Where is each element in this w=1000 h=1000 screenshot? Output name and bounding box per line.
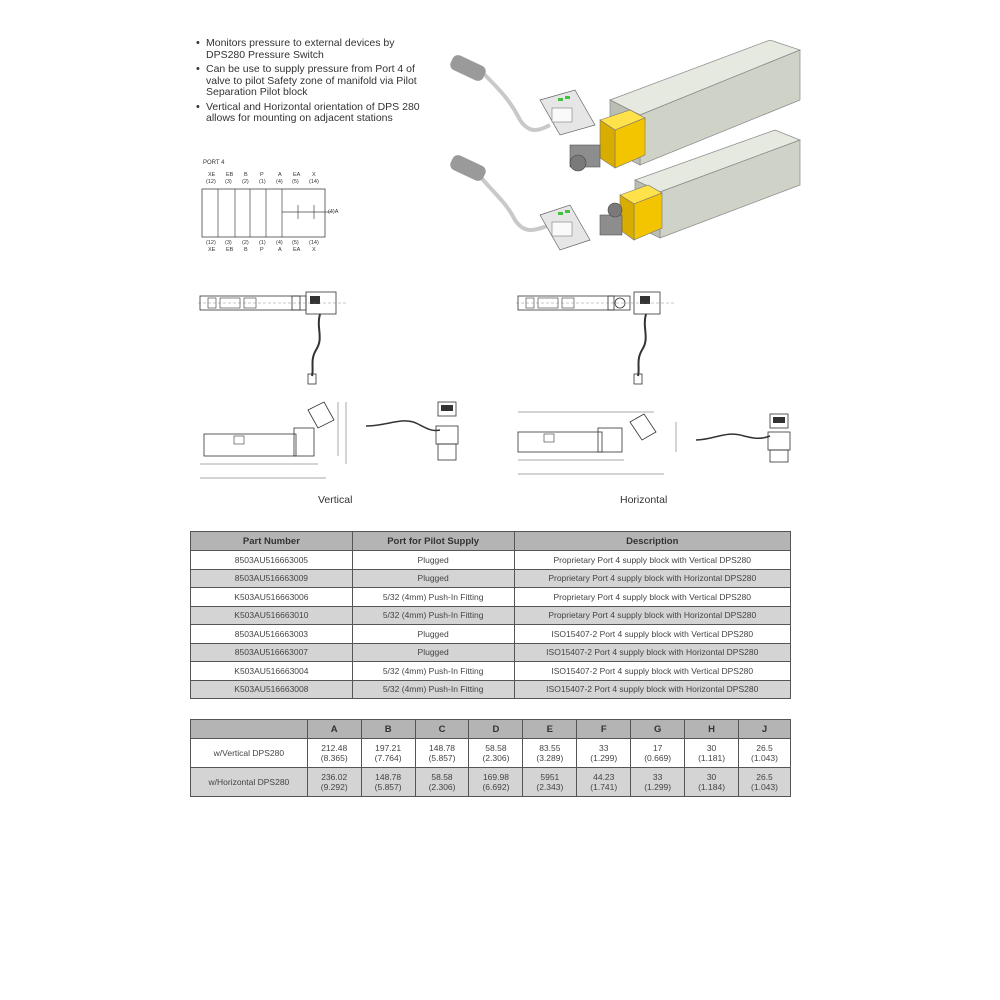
dimension-cell — [577, 739, 631, 768]
dimension-in: (6.692) — [482, 782, 510, 792]
part-number-cell: K503AU516663004 — [191, 662, 353, 681]
dimension-cell — [739, 739, 791, 768]
dimension-cell — [415, 768, 469, 797]
pilot-supply-cell: 5/32 (4mm) Push-In Fitting — [352, 588, 514, 607]
dimension-mm: 44.23 — [593, 772, 615, 782]
port-number: (14) — [309, 179, 319, 185]
description-cell: ISO15407-2 Port 4 supply block with Vertical DPS280 — [514, 625, 791, 644]
dimension-in: (2.343) — [536, 782, 564, 792]
table-row — [191, 625, 791, 644]
dimension-mm: 197.21 — [375, 743, 402, 753]
column-header: B — [361, 720, 415, 739]
dimension-cell — [523, 739, 577, 768]
column-header: G — [631, 720, 685, 739]
column-header: Description — [514, 532, 791, 551]
dimension-cell — [523, 768, 577, 797]
top-view-drawing-horizontal — [516, 288, 676, 388]
product-illustration — [440, 40, 810, 270]
port-label: EA — [293, 247, 301, 253]
part-number-cell: 8503AU516663005 — [191, 551, 353, 570]
dimension-in: (1.741) — [590, 782, 618, 792]
top-view-drawing-vertical — [198, 288, 348, 388]
dimension-in: (5.857) — [428, 753, 456, 763]
dimension-mm: 30 — [706, 772, 717, 782]
port-number: (3) — [225, 179, 232, 185]
pilot-supply-cell: 5/32 (4mm) Push-In Fitting — [352, 606, 514, 625]
dimension-in: (1.181) — [698, 753, 726, 763]
description-cell: Proprietary Port 4 supply block with Vertical DPS280 — [514, 551, 791, 570]
port-label: P — [260, 247, 264, 253]
dimension-mm: 58.58 — [431, 772, 453, 782]
port-number: (1) — [259, 240, 266, 246]
port-label: EB — [226, 247, 234, 253]
table-row — [191, 569, 791, 588]
port-label: EA — [293, 172, 301, 178]
pilot-supply-cell: Plugged — [352, 569, 514, 588]
dimension-mm: 169.98 — [482, 772, 509, 782]
dimension-cell — [307, 739, 361, 768]
port-label: A — [278, 247, 282, 253]
port-number: (5) — [292, 179, 299, 185]
empty-header-cell — [191, 720, 308, 739]
dimension-cell — [469, 768, 523, 797]
port-label: X — [312, 172, 316, 178]
column-header: E — [523, 720, 577, 739]
table-row — [191, 739, 791, 768]
dimension-mm: 26.5 — [756, 772, 773, 782]
dimension-cell — [361, 739, 415, 768]
part-number-cell: K503AU516663006 — [191, 588, 353, 607]
description-cell: ISO15407-2 Port 4 supply block with Horizontal DPS280 — [514, 643, 791, 662]
dimension-in: (0.669) — [644, 753, 672, 763]
dimension-cell — [631, 768, 685, 797]
port-label: B — [244, 172, 248, 178]
dimension-cell — [739, 768, 791, 797]
feature-list — [196, 38, 436, 128]
dimension-mm: 148.78 — [375, 772, 402, 782]
column-header: J — [739, 720, 791, 739]
feature-item: • Vertical and Horizontal orientation of DPS 280 allows for mounting on adjacent stations — [196, 102, 436, 125]
parts-table — [190, 531, 791, 699]
part-number-cell: K503AU516663010 — [191, 606, 353, 625]
port-label: XE — [208, 247, 216, 253]
dimension-cell — [469, 739, 523, 768]
port-label: X — [312, 247, 316, 253]
dimension-cell — [631, 739, 685, 768]
dimension-mm: 30 — [706, 743, 717, 753]
pilot-supply-cell: 5/32 (4mm) Push-In Fitting — [352, 680, 514, 699]
port-number: (14) — [309, 240, 319, 246]
port-label: EB — [226, 172, 234, 178]
port-number: (2) — [242, 179, 249, 185]
dimension-cell — [685, 739, 739, 768]
port-number: (12) — [206, 240, 216, 246]
table-row — [191, 662, 791, 681]
port-number: (4) — [276, 179, 283, 185]
feature-item: • Can be use to supply pressure from Port 4 of valve to pilot Safety zone of manifold via Pilot Separation Pilot block — [196, 64, 436, 99]
schematic-title: PORT 4 — [203, 160, 225, 166]
port-label: B — [244, 247, 248, 253]
column-header: Port for Pilot Supply — [352, 532, 514, 551]
dimensions-table-header — [191, 720, 791, 739]
dimension-mm: 33 — [652, 772, 663, 782]
dimension-in: (9.292) — [320, 782, 348, 792]
column-header: D — [469, 720, 523, 739]
pilot-supply-cell: Plugged — [352, 625, 514, 644]
port-number: (5) — [292, 240, 299, 246]
part-number-cell: 8503AU516663009 — [191, 569, 353, 588]
column-header: H — [685, 720, 739, 739]
dimension-cell — [361, 768, 415, 797]
column-header: A — [307, 720, 361, 739]
table-row — [191, 588, 791, 607]
pilot-supply-cell: Plugged — [352, 643, 514, 662]
pilot-supply-cell: Plugged — [352, 551, 514, 570]
port-number: (12) — [206, 179, 216, 185]
dimension-mm: 26.5 — [756, 743, 773, 753]
table-row — [191, 606, 791, 625]
side-port-label: (4)A — [328, 209, 339, 215]
table-row — [191, 551, 791, 570]
dimensions-table — [190, 719, 791, 797]
part-number-cell: K503AU516663008 — [191, 680, 353, 699]
dimension-in: (2.306) — [428, 782, 456, 792]
dimension-mm: 83.55 — [539, 743, 561, 753]
dimension-in: (1.184) — [698, 782, 726, 792]
caption-horizontal: Horizontal — [620, 494, 668, 506]
port-number: (1) — [259, 179, 266, 185]
dimension-in: (5.857) — [374, 782, 402, 792]
description-cell: Proprietary Port 4 supply block with Horizontal DPS280 — [514, 606, 791, 625]
dimension-in: (7.764) — [374, 753, 402, 763]
port-number: (3) — [225, 240, 232, 246]
dimension-mm: 236.02 — [321, 772, 348, 782]
pneumatic-schematic — [200, 172, 350, 262]
dimension-cell — [415, 739, 469, 768]
dimension-cell — [685, 768, 739, 797]
port-label: A — [278, 172, 282, 178]
part-number-cell: 8503AU516663007 — [191, 643, 353, 662]
side-view-drawing-vertical — [198, 398, 478, 488]
description-cell: Proprietary Port 4 supply block with Vertical DPS280 — [514, 588, 791, 607]
description-cell: ISO15407-2 Port 4 supply block with Vertical DPS280 — [514, 662, 791, 681]
dimension-in: (1.299) — [644, 782, 672, 792]
caption-vertical: Vertical — [318, 494, 353, 506]
dimension-in: (1.299) — [590, 753, 618, 763]
dimension-mm: 148.78 — [429, 743, 456, 753]
dimension-in: (2.306) — [482, 753, 510, 763]
table-row — [191, 643, 791, 662]
pilot-supply-cell: 5/32 (4mm) Push-In Fitting — [352, 662, 514, 681]
dimension-mm: 33 — [599, 743, 609, 753]
dimension-in: (1.043) — [751, 782, 778, 792]
row-label: w/Vertical DPS280 — [191, 739, 308, 768]
dimension-mm: 58.58 — [485, 743, 507, 753]
part-number-cell: 8503AU516663003 — [191, 625, 353, 644]
description-cell: ISO15407-2 Port 4 supply block with Horizontal DPS280 — [514, 680, 791, 699]
table-row — [191, 768, 791, 797]
parts-table-header — [191, 532, 791, 551]
dimension-mm: 5951 — [540, 772, 560, 782]
column-header: C — [415, 720, 469, 739]
feature-item: • Monitors pressure to external devices by DPS280 Pressure Switch — [196, 38, 436, 61]
port-number: (2) — [242, 240, 249, 246]
dimension-in: (3.289) — [536, 753, 564, 763]
dimension-cell — [577, 768, 631, 797]
side-view-drawing-horizontal — [514, 406, 799, 486]
dimension-cell — [307, 768, 361, 797]
column-header: F — [577, 720, 631, 739]
port-number: (4) — [276, 240, 283, 246]
dimension-in: (1.043) — [751, 753, 778, 763]
row-label: w/Horizontal DPS280 — [191, 768, 308, 797]
dimension-in: (8.365) — [320, 753, 348, 763]
port-label: XE — [208, 172, 216, 178]
table-row — [191, 680, 791, 699]
dimension-mm: 212.48 — [321, 743, 348, 753]
description-cell: Proprietary Port 4 supply block with Horizontal DPS280 — [514, 569, 791, 588]
dimension-mm: 17 — [652, 743, 663, 753]
port-label: P — [260, 172, 264, 178]
column-header: Part Number — [191, 532, 353, 551]
